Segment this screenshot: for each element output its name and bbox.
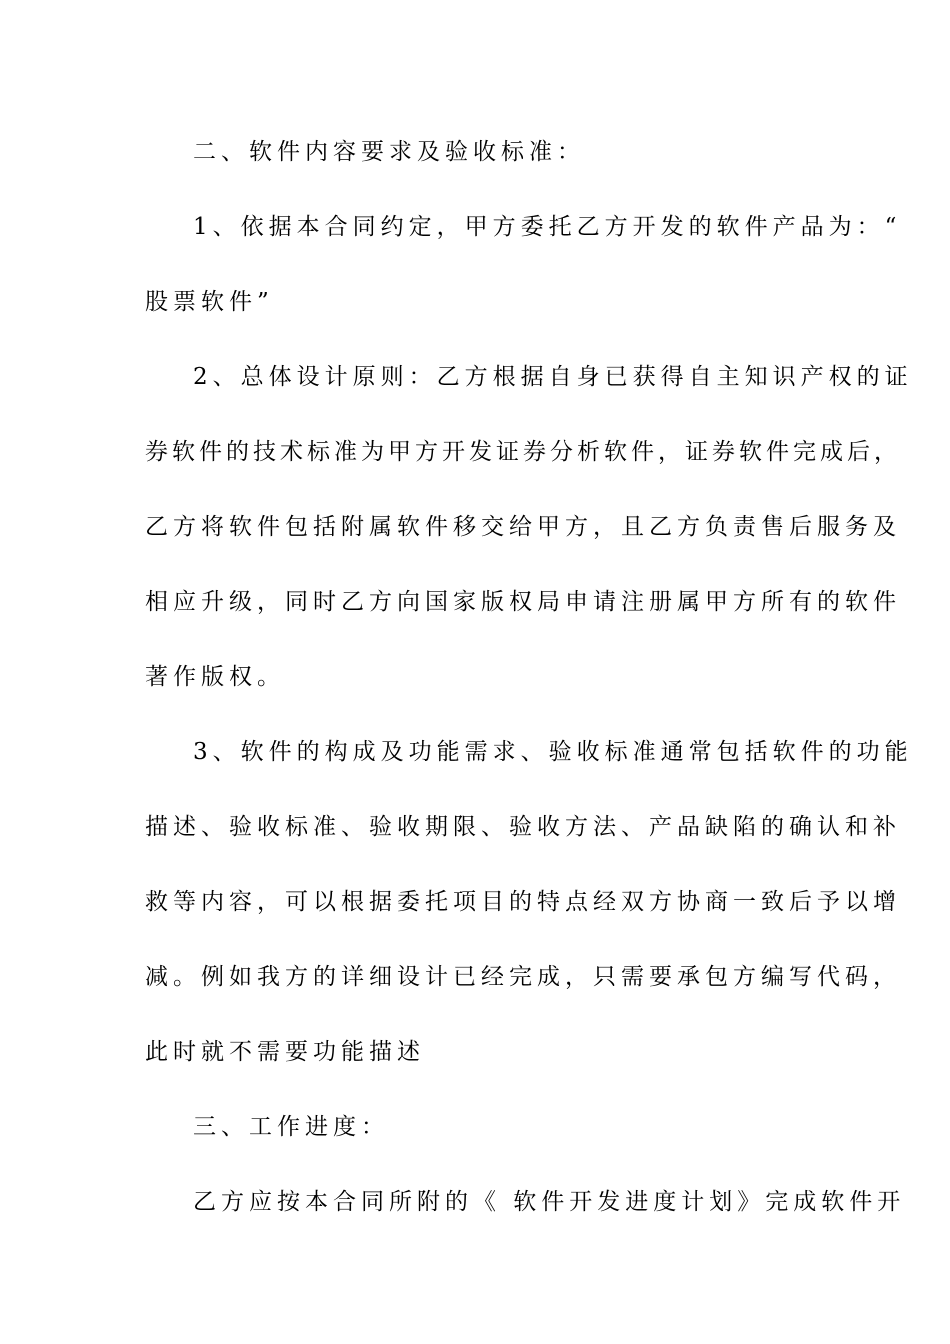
paragraph-line: 3、软件的构成及功能需求、验收标准通常包括软件的功能: [193, 739, 913, 765]
section-heading-software-requirements: 二、软件内容要求及验收标准：: [193, 139, 585, 165]
paragraph-line: 乙方将软件包括附属软件移交给甲方，且乙方负责售后服务及: [145, 514, 901, 540]
paragraph-line: 减。例如我方的详细设计已经完成，只需要承包方编写代码，: [145, 964, 901, 990]
section-heading-work-progress: 三、工作进度：: [193, 1114, 389, 1140]
paragraph-line: 相应升级，同时乙方向国家版权局申请注册属甲方所有的软件: [145, 589, 901, 615]
paragraph-line: 1、依据本合同约定，甲方委托乙方开发的软件产品为：“: [193, 214, 902, 240]
paragraph-line: 乙方应按本合同所附的《 软件开发进度计划》完成软件开: [193, 1189, 906, 1215]
paragraph-line: 救等内容，可以根据委托项目的特点经双方协商一致后予以增: [145, 889, 901, 915]
paragraph-line: 描述、验收标准、验收期限、验收方法、产品缺陷的确认和补: [145, 814, 901, 840]
paragraph-line: 著作版权。: [145, 664, 285, 690]
paragraph-line: 2、总体设计原则：乙方根据自身已获得自主知识产权的证: [193, 364, 913, 390]
paragraph-line: 券软件的技术标准为甲方开发证券分析软件，证券软件完成后，: [145, 439, 901, 465]
paragraph-line: 此时就不需要功能描述: [145, 1039, 425, 1065]
paragraph-line: 股票软件”: [145, 289, 274, 315]
